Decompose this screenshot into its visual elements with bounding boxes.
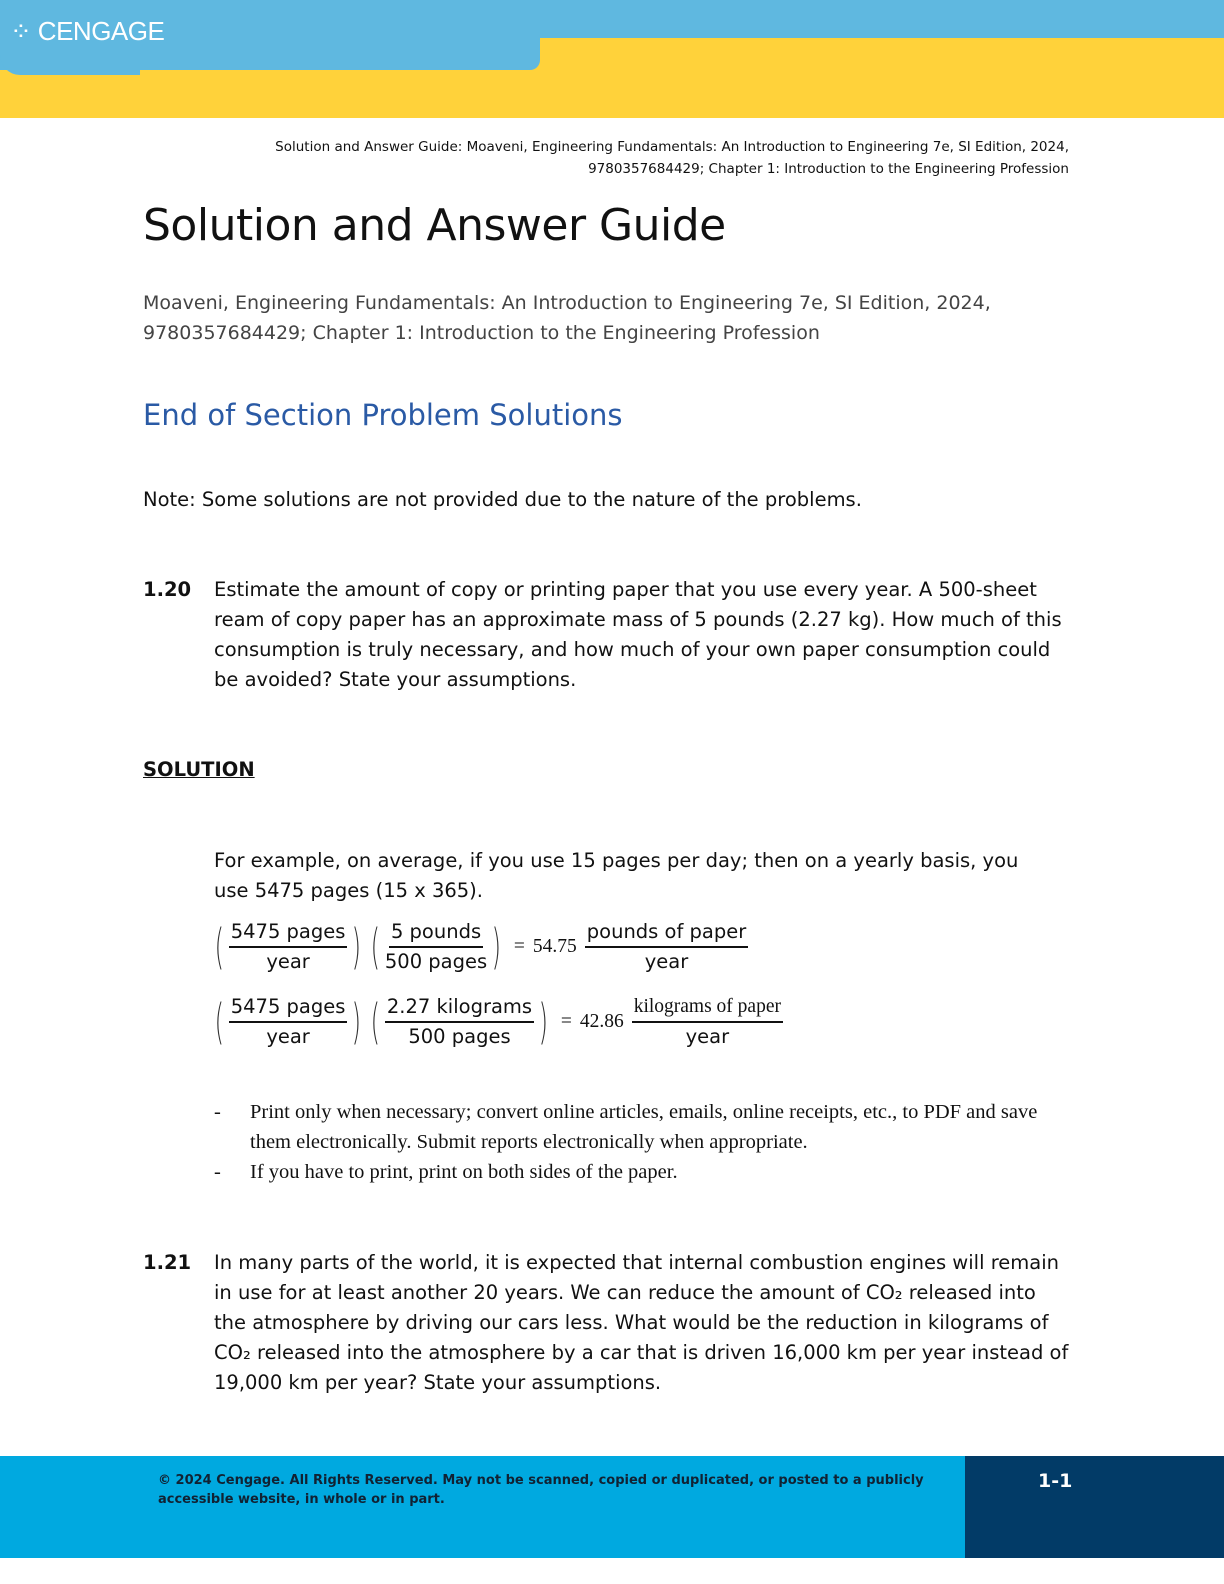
result-value: 54.75: [532, 936, 577, 957]
section-heading: End of Section Problem Solutions: [143, 398, 623, 432]
bullet-text: Print only when necessary; convert online articles, emails, online receipts, etc., to PDF and save them electronically. Submit reports electronically when appropriate.: [250, 1101, 1038, 1153]
solution-heading: SOLUTION: [143, 758, 255, 781]
page-title: Solution and Answer Guide: [143, 200, 726, 251]
denominator: year: [685, 1025, 730, 1048]
problem-number: 1.20: [143, 578, 192, 601]
bullet-text: If you have to print, print on both sides of the paper.: [250, 1161, 678, 1183]
problem-number: 1.21: [143, 1251, 192, 1274]
bullet-item: [214, 1097, 1054, 1157]
copyright-notice: © 2024 Cengage. All Rights Reserved. May not be scanned, copied or duplicated, or posted to a publicly accessible website, in whole or in part.: [158, 1473, 924, 1507]
bullet-marker: -: [214, 1101, 221, 1123]
problem-text: Estimate the amount of copy or printing paper that you use every year. A 500-sheet ream of copy paper has an approximate mass of 5 pounds (2.27 kg). How much of this consumption is truly necessary, and how much of your own paper consumption could be avoided? State your assumptions.: [214, 578, 1062, 691]
running-header: [275, 136, 1069, 180]
equals: =: [513, 936, 525, 957]
page-footer: [0, 1456, 1224, 1558]
denominator: 500 pages: [384, 950, 488, 973]
subtitle-line: Moaveni, Engineering Fundamentals: An Introduction to Engineering 7e, SI Edition, 2024,: [143, 292, 991, 314]
note: Note: Some solutions are not provided due to the nature of the problems.: [143, 488, 862, 511]
cengage-logo-icon: ⁘: [10, 16, 32, 47]
numerator: pounds of paper: [585, 918, 748, 948]
numerator: 5475 pages: [229, 993, 348, 1023]
numerator: 5475 pages: [229, 918, 348, 948]
equals: =: [560, 1011, 572, 1032]
numerator: 2.27 kilograms: [385, 993, 534, 1023]
bullet-marker: -: [214, 1161, 221, 1183]
result-value: 42.86: [579, 1011, 624, 1032]
running-header-line: 9780357684429; Chapter 1: Introduction to the Engineering Profession: [588, 161, 1069, 177]
numerator: 5 pounds: [389, 918, 483, 948]
problem-text: In many parts of the world, it is expected that internal combustion engines will remain in use for at least another 20 years. We can reduce the amount of CO₂ released into the atmosphere by driving our cars less. What would be the reduction in kilograms of CO₂ released into the atmosphere by a car that is driven 16,000 km per year instead of 19,000 km per year? State your assumptions.: [214, 1251, 1069, 1394]
denominator: year: [644, 950, 689, 973]
equation-kilograms: ( $\frac{\text{5475 pages}}{\text{year}}$ ) ( $\frac{\text{2.27 kilograms}}{\text{500 pages}}$ ) = 42.86 $\frac{\text{kilograms of paper}}{\text{year}}$: [214, 994, 781, 1050]
equation-pounds: ( $\frac{\text{5475 pages}}{\text{year}}$ ) ( $\frac{\text{5 pounds}}{\text{500 pages}}$ ) = 54.75 $\frac{\text{pounds of paper}}{\text{year}}$: [214, 919, 747, 975]
numerator: kilograms of paper: [632, 993, 783, 1023]
running-header-line: Solution and Answer Guide: Moaveni, Engineering Fundamentals: An Introduction to Engineering 7e, SI Edition, 2024,: [275, 139, 1069, 155]
solution-bullets: [214, 1097, 1054, 1187]
denominator: year: [266, 950, 310, 973]
cengage-logo: ⁘ CENGAGE: [10, 16, 165, 47]
page-number: 1-1: [1038, 1470, 1073, 1492]
subtitle-line: 9780357684429; Chapter 1: Introduction to the Engineering Profession: [143, 322, 820, 344]
denominator: 500 pages: [408, 1025, 511, 1048]
bullet-item: [214, 1157, 1054, 1187]
book-subtitle: [143, 288, 991, 348]
solution-intro: For example, on average, if you use 15 pages per day; then on a yearly basis, you use 5475 pages (15 x 365).: [214, 849, 1019, 902]
header-banner: [0, 0, 1224, 118]
denominator: year: [266, 1025, 310, 1048]
